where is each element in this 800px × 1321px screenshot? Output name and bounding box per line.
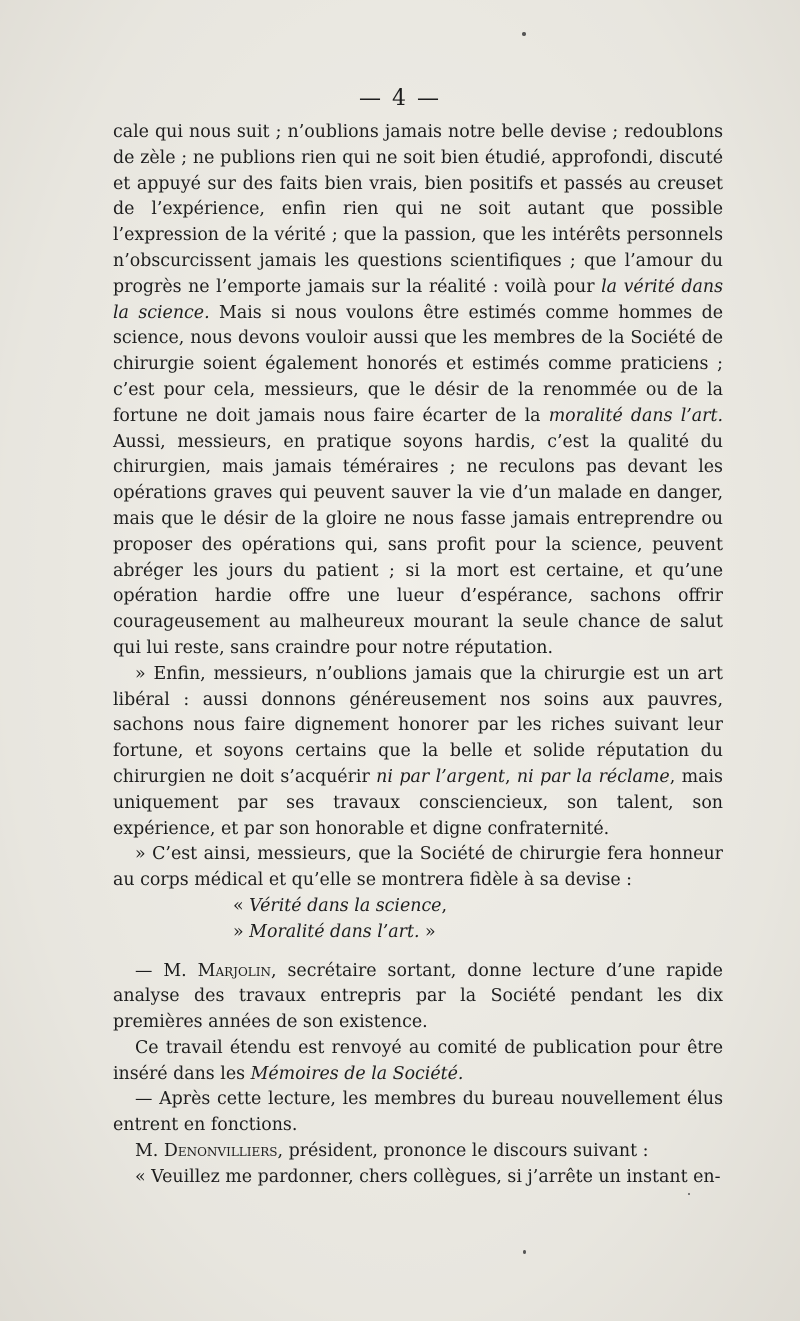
text-run: » Enfin, messieurs, n’oublions jamais que la chirurgie est un art libéral : aussi donnons généreusement nos soins aux pauvres, sachons nous faire dignement honorer par les riches suivant leur fortune, et soyons certains que la belle et solide réputation du chirurgien ne doit s’acquérir (113, 663, 723, 787)
paragraph-apres: — Après cette lecture, les membres du bureau nouvellement élus entrent en fonctions. (113, 1089, 723, 1136)
quote-mark: » (419, 921, 436, 942)
text-run: , mais uniquement par ses travaux consciencieux, son talent, son expérience, et par son honorable et digne confraternité. (113, 766, 723, 839)
quote-mark: » (233, 921, 250, 942)
paragraph-enfin (113, 662, 723, 843)
italic-phrase: Mémoires de la Société. (250, 1063, 464, 1084)
paragraph-denonvilliers (113, 1139, 723, 1165)
ink-speck (523, 1250, 526, 1254)
motto-line-2 (113, 920, 723, 946)
motto-text: Vérité dans la science (249, 895, 442, 916)
paragraph-devise (113, 120, 723, 662)
text-run: — M. (135, 960, 198, 981)
paragraph-ce-travail (113, 1036, 723, 1088)
ink-speck (688, 1193, 690, 1195)
ink-speck (522, 32, 526, 36)
italic-phrase: la vérité dans la science. (113, 276, 724, 323)
person-name: Denonvilliers (163, 1141, 278, 1162)
text-run: Mais si nous voulons être estimés comme hommes de science, nous devons vouloir aussi que les membres de la Société de chirurgie soient également honorés et estimés comme praticiens ; c’est pour cela, messieurs, que le désir de la renommée ou de la fortune ne doit jamais nous faire écarter de la (113, 302, 723, 426)
text-run: , (504, 766, 517, 787)
body-text (113, 120, 723, 1191)
paragraph-marjolin (113, 959, 723, 1036)
paragraph-veuillez: « Veuillez me pardonner, chers collègues, si j’arrête un instant en- (135, 1166, 721, 1187)
italic-phrase: ni par l’argent (376, 766, 505, 787)
motto-line-1 (113, 894, 723, 920)
page-number: — 4 — (359, 86, 441, 111)
text-run: Aussi, messieurs, en pratique soyons hardis, c’est la qualité du chirurgien, mais jamais téméraires ; ne reculons pas devant les opérations graves qui peuvent sauver la vie d’un malade en danger, mais que le désir de la gloire ne nous fasse jamais entreprendre ou proposer des opérations qui, sans profit pour la science, peuvent abréger les jours du patient ; si la mort est certaine, et qu’une opération hardie offre une lueur d’espérance, sachons offrir courageusement au malheureux mourant la seule chance de salut qui lui reste, sans craindre pour notre réputation. (113, 431, 723, 658)
text-run: M. (135, 1141, 164, 1162)
italic-phrase: moralité dans l’art. (548, 405, 724, 426)
text-run: Ce travail étendu est renvoyé au comité de publication pour être inséré dans les (113, 1037, 723, 1084)
quote-mark: « (233, 895, 250, 916)
motto-text: Moralité dans l’art. (249, 921, 420, 942)
text-run: , président, prononce le discours suivant : (277, 1141, 649, 1162)
punctuation: , (441, 895, 448, 916)
motto (113, 894, 723, 946)
person-name: Marjolin (197, 960, 272, 981)
text-run: cale qui nous suit ; n’oublions jamais notre belle devise ; redoublons de zèle ; ne publions rien qui ne soit bien étudié, approfondi, discuté et appuyé sur des faits bien vrais, bien positifs et passés au creuset de l’expérience, enfin rien qui ne soit autant que possible l’expression de la vérité ; que la passion, que les intérêts personnels n’obscurcissent jamais les questions scientifiques ; que l’amour du progrès ne l’emporte jamais sur la réalité : voilà pour (113, 122, 723, 297)
text-run: , secrétaire sortant, donne lecture d’une rapide analyse des travaux entrepris par la Société pendant les dix premières années de son existence. (113, 960, 723, 1033)
paragraph-cest-ainsi: » C’est ainsi, messieurs, que la Société de chirurgie fera honneur au corps médical et qu’elle se montrera fidèle à sa devise : (113, 844, 723, 891)
italic-phrase: ni par la réclame (516, 766, 670, 787)
